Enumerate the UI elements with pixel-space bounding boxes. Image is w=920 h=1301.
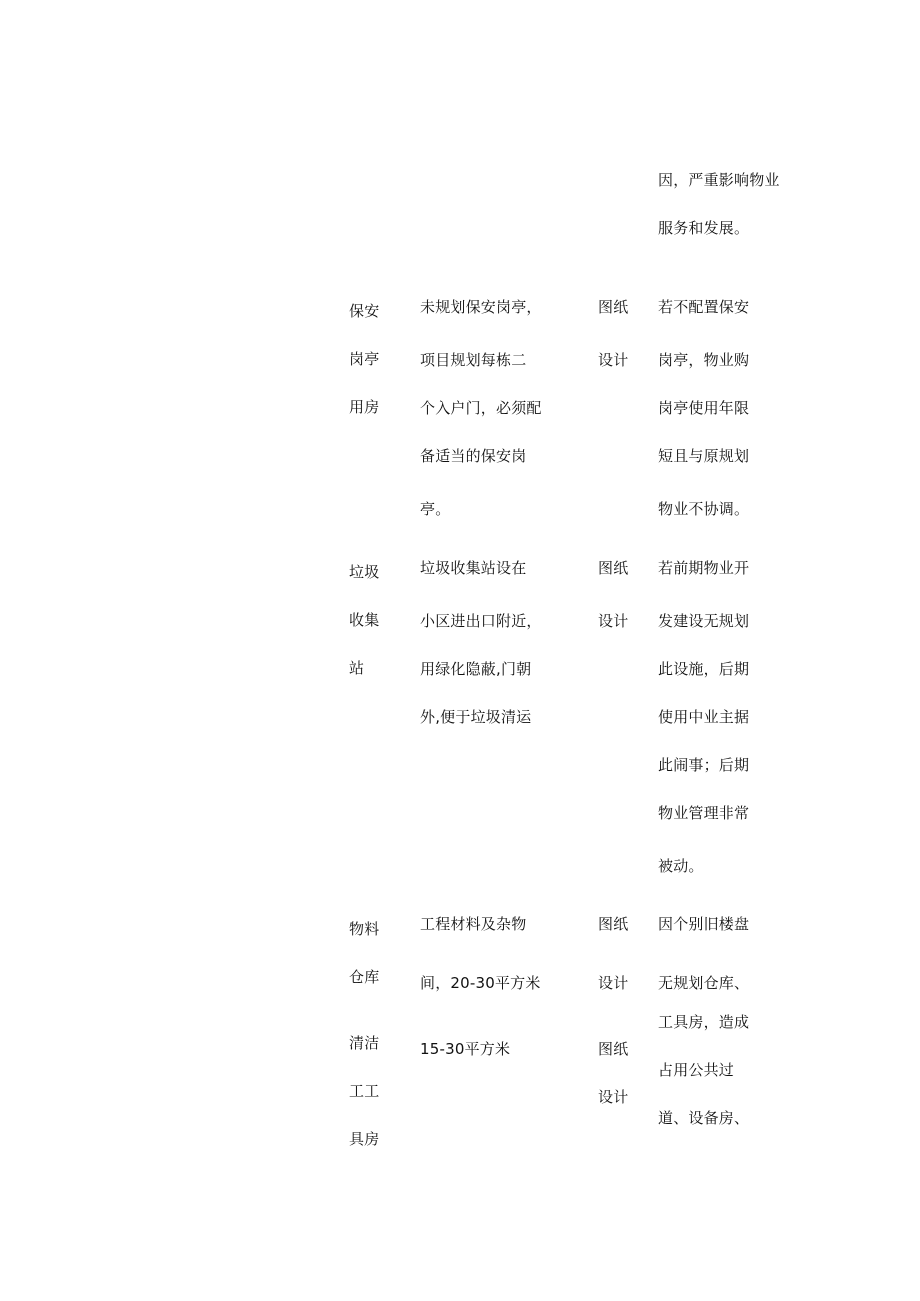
row1-item-line-2: 岗亭 xyxy=(349,350,380,368)
continued-impact-line-2: 服务和发展。 xyxy=(658,219,750,237)
row3-impact-line-3: 工具房，造成 xyxy=(658,1013,750,1031)
row1-requirement-line-3: 个入户门，必须配 xyxy=(420,399,542,417)
row2-item-line-3: 站 xyxy=(349,659,365,677)
row3-requirement-line-1: 工程材料及杂物 xyxy=(420,915,527,933)
row2-requirement-line-2: 小区进出口附近， xyxy=(420,612,542,630)
row3-impact-line-2: 无规划仓库、 xyxy=(658,974,750,992)
row1-impact-line-4: 短且与原规划 xyxy=(658,447,750,465)
row4-item-line-2: 工工 xyxy=(349,1082,380,1100)
row2-item-line-2: 收集 xyxy=(349,611,380,629)
row2-impact-line-6: 物业管理非常 xyxy=(658,804,750,822)
row2-impact-line-3: 此设施，后期 xyxy=(658,660,750,678)
row4-item-line-1: 清洁 xyxy=(349,1034,380,1052)
row2-impact-line-7: 被动。 xyxy=(658,857,704,875)
row2-requirement-line-1: 垃圾收集站设在 xyxy=(420,559,527,577)
row1-item-line-1: 保安 xyxy=(349,302,380,320)
row1-impact-line-1: 若不配置保安 xyxy=(658,298,750,316)
row1-impact-line-3: 岗亭使用年限 xyxy=(658,399,750,417)
row1-requirement-line-1: 未规划保安岗亭， xyxy=(420,298,542,316)
row2-item-line-1: 垃圾 xyxy=(349,563,380,581)
row1-requirement-line-2: 项目规划每栋二 xyxy=(420,351,527,369)
row3-stage-line-2: 设计 xyxy=(598,974,629,992)
row1-stage-line-2: 设计 xyxy=(598,351,629,369)
row4-stage-line-1: 图纸 xyxy=(598,1040,629,1058)
row4-item-line-3: 具房 xyxy=(349,1130,380,1148)
row4-requirement-line-1: 15-30平方米 xyxy=(420,1040,511,1058)
row1-impact-line-2: 岗亭，物业购 xyxy=(658,351,750,369)
row3-impact-line-4: 占用公共过 xyxy=(658,1061,735,1079)
row3-impact-line-5: 道、设备房、 xyxy=(658,1109,750,1127)
row2-requirement-line-3: 用绿化隐蔽,门朝 xyxy=(420,660,532,678)
row3-item-line-1: 物料 xyxy=(349,920,380,938)
row3-impact-line-1: 因个别旧楼盘 xyxy=(658,915,750,933)
row2-impact-line-5: 此闹事；后期 xyxy=(658,756,750,774)
row2-impact-line-2: 发建设无规划 xyxy=(658,612,750,630)
row1-impact-line-5: 物业不协调。 xyxy=(658,500,750,518)
row3-item-line-2: 仓库 xyxy=(349,968,380,986)
row2-impact-line-4: 使用中业主据 xyxy=(658,708,750,726)
row1-stage-line-1: 图纸 xyxy=(598,298,629,316)
row3-stage-line-1: 图纸 xyxy=(598,915,629,933)
continued-impact-line-1: 因，严重影响物业 xyxy=(658,171,780,189)
row4-stage-line-2: 设计 xyxy=(598,1088,629,1106)
row1-requirement-line-4: 备适当的保安岗 xyxy=(420,447,527,465)
row2-requirement-line-4: 外,便于垃圾清运 xyxy=(420,708,532,726)
row2-stage-line-1: 图纸 xyxy=(598,559,629,577)
row2-impact-line-1: 若前期物业开 xyxy=(658,559,750,577)
row1-item-line-3: 用房 xyxy=(349,398,380,416)
row3-requirement-line-2: 间，20-30平方米 xyxy=(420,974,541,992)
row2-stage-line-2: 设计 xyxy=(598,612,629,630)
row1-requirement-line-5: 亭。 xyxy=(420,500,451,518)
